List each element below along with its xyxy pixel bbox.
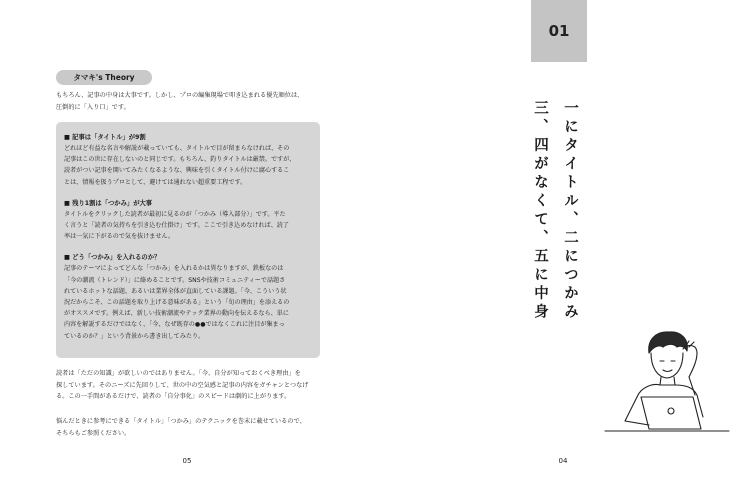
box-paragraph-1: どれほど有益な名言や解説が載っていても、タイトルで目が留まらなければ、その 記事はこの世に存在しないのと同じです。もちろん、釣りタイトルは厳禁。ですが、 読者がつい記事を開いてみたくなるような、興味を引くタイトル付けに腐心するこ とは、情報を扱うプロとして、避けては通れない超重要工程です。 [64,145,296,186]
chapter-number: 01 [531,0,587,62]
highlight-box-content [64,132,312,352]
intro-paragraph: もちろん、記事の中身は大事です。しかし、プロの編集現場で叩き込まれる優先順位は、 圧倒的に「入り口」です。 [56,92,304,111]
outro-paragraph-2: 悩んだときに参考にできる「タイトル」「つかみ」のテクニックを巻末に載せているので、 そちらもご参照ください。 [56,418,306,437]
box-paragraph-3: 記事のテーマによってどんな「つかみ」を入れるかは異なりますが、鉄板なのは 「今の潮流（トレンド）」に絡めることです。SNSや技術コミュニティーで話題さ れているホットな話題、あるいは業界全体が直面している課題。「今、こういう状 況だからこそ、この話題を取り上げる意味がある」という「旬の理由」を添えるの がオススメです。例えば、新しい技術潮流やテック業界の動向を伝えるなら、単に 内容を解説するだけではなく、「今、なぜ既存の●●ではなくこれに注目が集まっ ているのか？」という背景から書き出してみたり。 [64,265,290,340]
page-number-left: 05 [182,457,192,465]
left-page [0,0,372,497]
right-page [372,0,745,497]
box-heading-1: ■ 記事は「タイトル」が9割 [64,134,146,141]
chapter-title-line-1: 一にタイトル、二につかみ [562,100,578,322]
box-heading-3: ■ どう「つかみ」を入れるのか？ [64,254,161,262]
person-at-laptop-illustration [597,325,737,443]
chapter-title-line-2: 三、四がなくて、五に中身 [532,100,548,322]
highlight-box [56,122,320,358]
box-paragraph-2: タイトルをクリックした読者が最初に見るのが「つかみ（導入部分）」です。平た く言うと「読者の気持ちを引き込む仕掛け」です。ここで引き込めなければ、読了 率は一気に下がるので気を抜けません。 [64,210,289,241]
box-heading-2: ■ 残り1割は「つかみ」が大事 [64,199,153,207]
page-number-right: 04 [558,457,568,465]
outro-paragraph-1: 読者は「ただの知識」が欲しいのではありません。「今、自分が知っておくべき理由」を 探しています。そのニーズに先回りして、世の中の空気感と記事の内容をガチャンとつなげ る。この一手間があるだけで、読者の「自分事化」のスピードは劇的に上がります。 [56,370,309,400]
theory-badge: タマキ's Theory [56,70,152,85]
